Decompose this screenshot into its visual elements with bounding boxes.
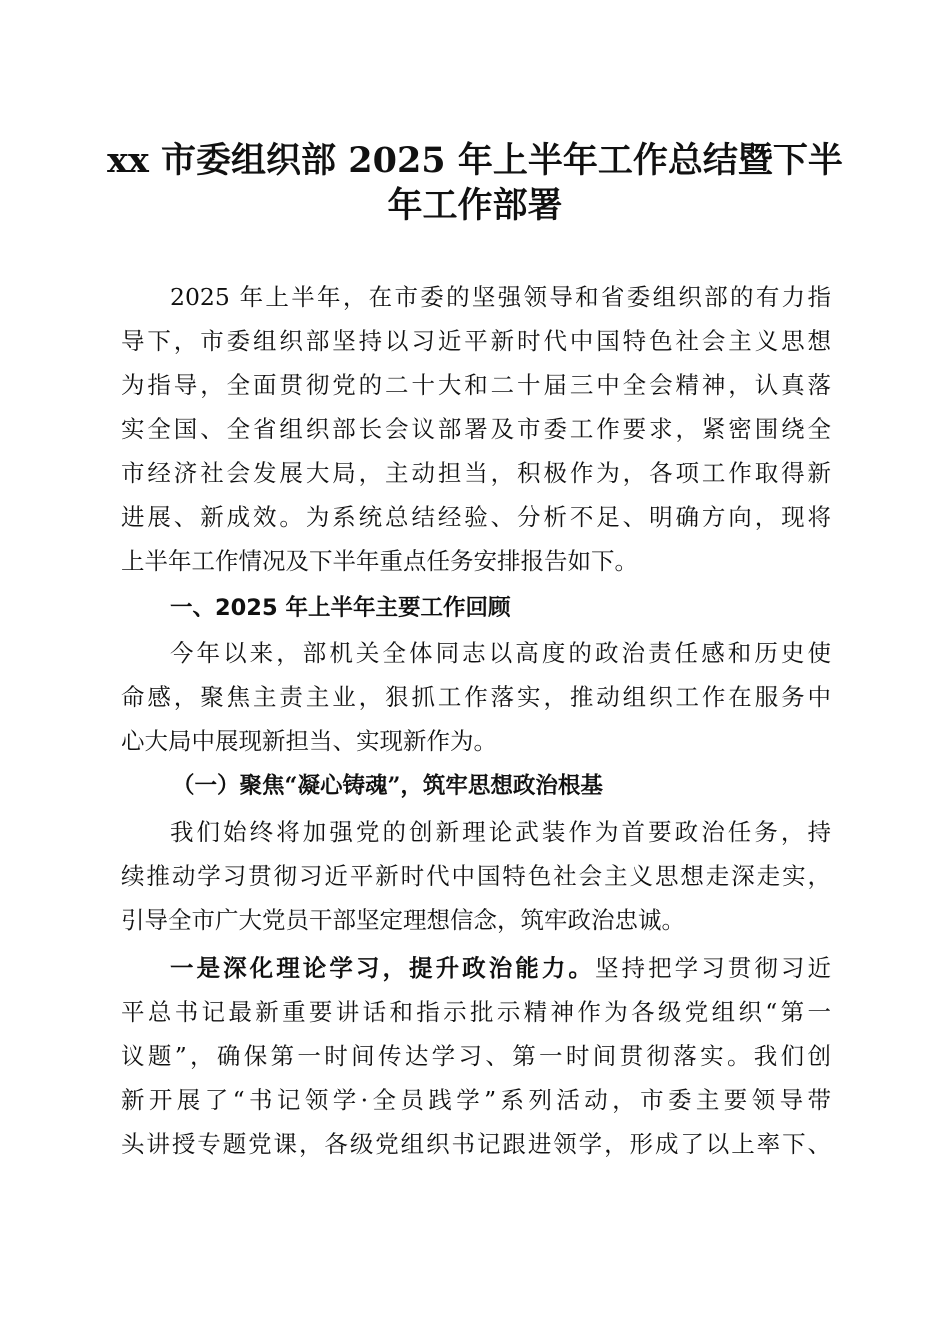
- paragraph-1-line: 市经济社会发展大局，主动担当，积极作为，各项工作取得新: [121, 459, 831, 487]
- paragraph-2-line: 命感，聚焦主责主业，狠抓工作落实，推动组织工作在服务中: [121, 683, 831, 711]
- paragraph-3-line: 我们始终将加强党的创新理论武装作为首要政治任务，持: [170, 818, 831, 846]
- paragraph-4-line: 新开展了“书记领学·全员践学”系列活动，市委主要领导带: [121, 1086, 831, 1114]
- paragraph-4-line: 平总书记最新重要讲话和指示批示精神作为各级党组织“第一: [121, 998, 831, 1026]
- paragraph-3-line: 续推动学习贯彻习近平新时代中国特色社会主义思想走深走实，: [121, 862, 831, 890]
- paragraph-1-line: 实全国、全省组织部长会议部署及市委工作要求，紧密围绕全: [121, 415, 831, 443]
- paragraph-4-line: 议题”，确保第一时间传达学习、第一时间贯彻落实。我们创: [121, 1042, 831, 1070]
- paragraph-1-line: 进展、新成效。为系统总结经验、分析不足、明确方向，现将: [121, 503, 831, 531]
- paragraph-2-line: 今年以来，部机关全体同志以高度的政治责任感和历史使: [170, 639, 831, 667]
- document-title-line-1: xx 市委组织部 2025 年上半年工作总结暨下半: [107, 140, 843, 181]
- paragraph-1-line: 2025 年上半年，在市委的坚强领导和省委组织部的有力指: [170, 283, 831, 311]
- section-heading-2: （一）聚焦“凝心铸魂”，筑牢思想政治根基: [172, 773, 603, 799]
- paragraph-1-line: 为指导，全面贯彻党的二十大和二十届三中全会精神，认真落: [121, 371, 831, 399]
- paragraph-4-line: 头讲授专题党课，各级党组织书记跟进领学，形成了以上率下、: [121, 1130, 831, 1158]
- paragraph-4-lead: 一是深化理论学习，提升政治能力。: [170, 954, 595, 982]
- paragraph-3-line: 引导全市广大党员干部坚定理想信念，筑牢政治忠诚。: [121, 906, 685, 934]
- section-heading-1: 一、2025 年上半年主要工作回顾: [170, 595, 511, 621]
- paragraph-2-line: 心大局中展现新担当、实现新作为。: [121, 727, 497, 755]
- paragraph-1-line: 导下，市委组织部坚持以习近平新时代中国特色社会主义思想: [121, 327, 831, 355]
- paragraph-4-first-line: [170, 953, 831, 983]
- paragraph-1-line: 上半年工作情况及下半年重点任务安排报告如下。: [121, 547, 638, 575]
- paragraph-4-lead-rest: 坚持把学习贯彻习近: [595, 954, 831, 982]
- document-title-line-2: 年工作部署: [387, 185, 563, 226]
